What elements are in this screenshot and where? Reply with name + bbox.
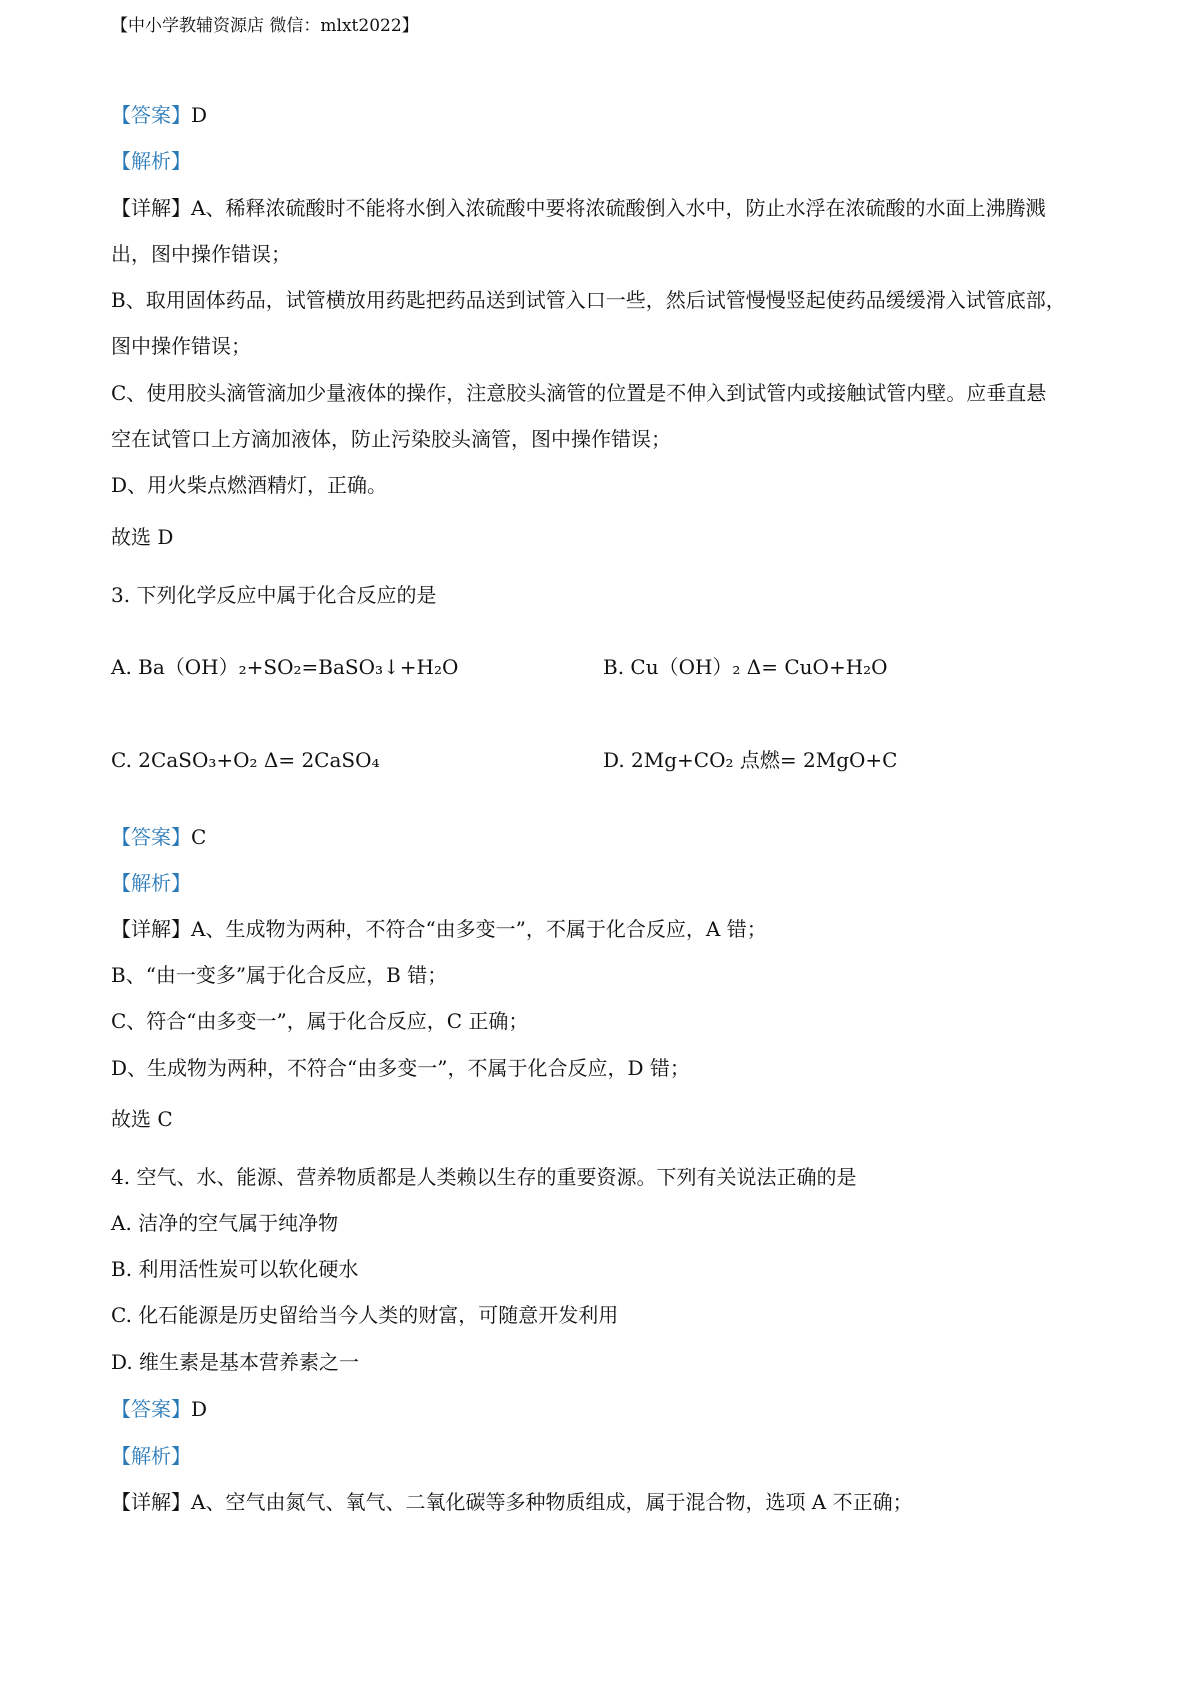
analysis-label: 【解析】 — [111, 871, 191, 895]
q3-answer-line — [111, 822, 206, 852]
q3-detail-c: C、符合“由多变一”，属于化合反应，C 正确； — [111, 1009, 529, 1033]
q2-detail-c-line1: C、使用胶头滴管滴加少量液体的操作，注意胶头滴管的位置是不伸入到试管内或接触试管内壁。应垂直悬 — [111, 381, 1047, 405]
q3-option-b — [603, 652, 888, 682]
q3-detail-d: D、生成物为两种，不符合“由多变一”，不属于化合反应，D 错； — [111, 1056, 690, 1080]
q3-analysis-line — [111, 868, 191, 898]
q3-option-d — [603, 745, 897, 775]
q3-option-c — [111, 745, 380, 775]
q3-conclusion: 故选 C — [111, 1107, 173, 1131]
answer-label: 【答案】 — [111, 103, 191, 127]
q3-answer-value: C — [191, 825, 207, 849]
q2-detail-b-line2: 图中操作错误； — [111, 334, 251, 358]
q4-answer-value: D — [191, 1397, 208, 1421]
q3-option-a — [111, 652, 458, 682]
q4-analysis-line — [111, 1441, 191, 1471]
analysis-label: 【解析】 — [111, 1444, 191, 1468]
detail-label: 【详解】 — [111, 917, 191, 941]
q4-detail-a-text: A、空气由氮气、氧气、二氧化碳等多种物质组成，属于混合物，选项 A 不正确； — [191, 1490, 913, 1514]
q2-answer-line — [111, 100, 207, 130]
q2-detail-a-line1 — [111, 193, 1045, 223]
detail-label: 【详解】 — [111, 1490, 191, 1514]
q2-detail-d: D、用火柴点燃酒精灯，正确。 — [111, 473, 388, 497]
detail-label: 【详解】 — [111, 196, 191, 220]
answer-label: 【答案】 — [111, 825, 191, 849]
analysis-label: 【解析】 — [111, 149, 191, 173]
q4-option-d: D. 维生素是基本营养素之一 — [111, 1350, 360, 1374]
q2-detail-b-line1: B、取用固体药品，试管横放用药匙把药品送到试管入口一些，然后试管慢慢竖起使药品缓缓滑入试管底部， — [111, 288, 1066, 312]
q4-answer-line — [111, 1394, 207, 1424]
q2-detail-a-text: A、稀释浓硫酸时不能将水倒入浓硫酸中要将浓硫酸倒入水中，防止水浮在浓硫酸的水面上沸腾溅 — [191, 196, 1046, 220]
q4-option-b: B. 利用活性炭可以软化硬水 — [111, 1257, 359, 1281]
q4-option-c: C. 化石能源是历史留给当今人类的财富，可随意开发利用 — [111, 1303, 619, 1327]
q3-option-d-text: D. 2Mg+CO₂ 点燃= 2MgO+C — [603, 748, 898, 772]
q2-detail-a-line2: 出，图中操作错误； — [111, 242, 291, 266]
q2-conclusion: 故选 D — [111, 525, 174, 549]
page-header: 【中小学教辅资源店 微信：mlxt2022】 — [111, 16, 419, 36]
q3-detail-a-line — [111, 914, 767, 944]
q3-detail-b: B、“由一变多”属于化合反应，B 错； — [111, 963, 448, 987]
q2-detail-c-line2: 空在试管口上方滴加液体，防止污染胶头滴管，图中操作错误； — [111, 427, 671, 451]
q4-stem: 4. 空气、水、能源、营养物质都是人类赖以生存的重要资源。下列有关说法正确的是 — [111, 1165, 857, 1189]
q4-option-a: A. 洁净的空气属于纯净物 — [111, 1211, 339, 1235]
q2-analysis-line — [111, 146, 191, 176]
q3-stem: 3. 下列化学反应中属于化合反应的是 — [111, 583, 437, 607]
q3-option-a-text: A. Ba（OH）₂+SO₂=BaSO₃↓+H₂O — [111, 655, 459, 679]
q4-detail-a-line — [111, 1487, 913, 1517]
q3-option-c-text: C. 2CaSO₃+O₂ Δ= 2CaSO₄ — [111, 748, 380, 772]
q3-option-b-text: B. Cu（OH）₂ Δ= CuO+H₂O — [603, 655, 888, 679]
q2-answer-value: D — [191, 103, 208, 127]
q3-detail-a-text: A、生成物为两种，不符合“由多变一”，不属于化合反应，A 错； — [191, 917, 767, 941]
answer-label: 【答案】 — [111, 1397, 191, 1421]
